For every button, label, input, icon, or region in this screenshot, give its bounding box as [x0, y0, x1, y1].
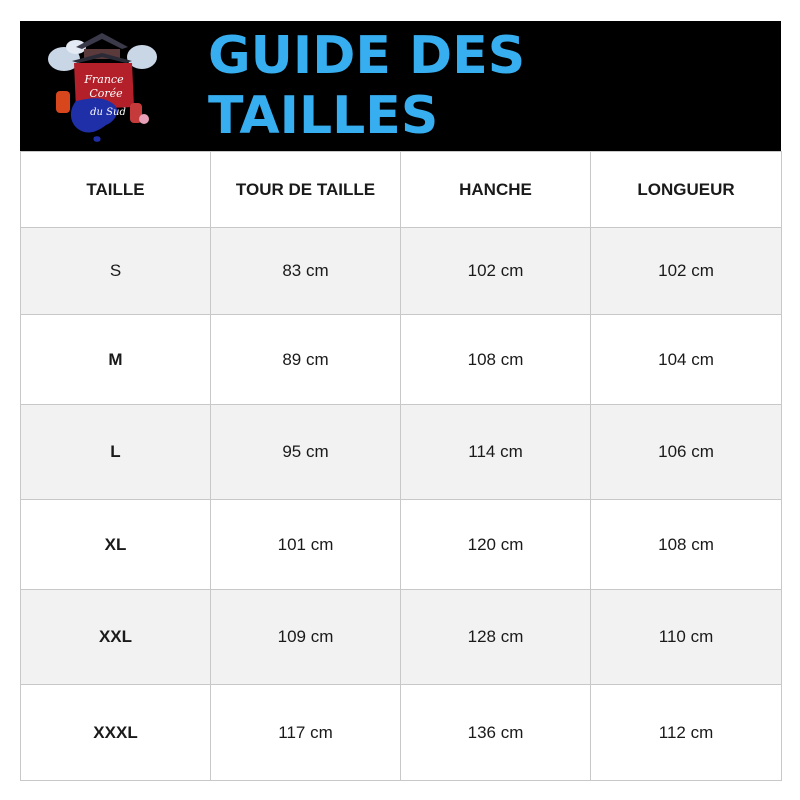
page-title: GUIDE DES TAILLES: [208, 26, 526, 146]
korean-pagoda-logo-icon: [46, 29, 158, 145]
size-table: [20, 151, 782, 781]
length-cell: 106 cm: [591, 405, 782, 500]
hip-cell: 136 cm: [401, 685, 591, 781]
table-row: [21, 228, 782, 315]
size-cell: L: [21, 405, 211, 500]
waist-cell: 117 cm: [211, 685, 401, 781]
table-row: [21, 315, 782, 405]
length-cell: 102 cm: [591, 228, 782, 315]
table-row: [21, 405, 782, 500]
waist-cell: 83 cm: [211, 228, 401, 315]
size-cell: XL: [21, 500, 211, 590]
column-header-taille: TAILLE: [21, 152, 211, 228]
logo-line-1: France: [84, 73, 124, 86]
hip-cell: 128 cm: [401, 590, 591, 685]
size-cell: S: [21, 228, 211, 315]
hip-cell: 114 cm: [401, 405, 591, 500]
column-header-longueur: LONGUEUR: [591, 152, 782, 228]
hip-cell: 120 cm: [401, 500, 591, 590]
size-cell: XXL: [21, 590, 211, 685]
header-banner: [20, 21, 781, 151]
hip-cell: 102 cm: [401, 228, 591, 315]
brand-logo: [46, 29, 158, 145]
table-row: [21, 590, 782, 685]
size-cell: XXXL: [21, 685, 211, 781]
hip-cell: 108 cm: [401, 315, 591, 405]
table-row: [21, 500, 782, 590]
length-cell: 112 cm: [591, 685, 782, 781]
length-cell: 110 cm: [591, 590, 782, 685]
table-row: [21, 685, 782, 781]
waist-cell: 101 cm: [211, 500, 401, 590]
waist-cell: 95 cm: [211, 405, 401, 500]
column-header-tour-de-taille: TOUR DE TAILLE: [211, 152, 401, 228]
size-cell: M: [21, 315, 211, 405]
size-guide-sheet: [20, 21, 781, 780]
waist-cell: 109 cm: [211, 590, 401, 685]
waist-cell: 89 cm: [211, 315, 401, 405]
length-cell: 104 cm: [591, 315, 782, 405]
table-header-row: [21, 152, 782, 228]
column-header-hanche: HANCHE: [401, 152, 591, 228]
length-cell: 108 cm: [591, 500, 782, 590]
logo-line-3: du Sud: [90, 107, 126, 118]
logo-line-2: Corée: [89, 87, 123, 100]
